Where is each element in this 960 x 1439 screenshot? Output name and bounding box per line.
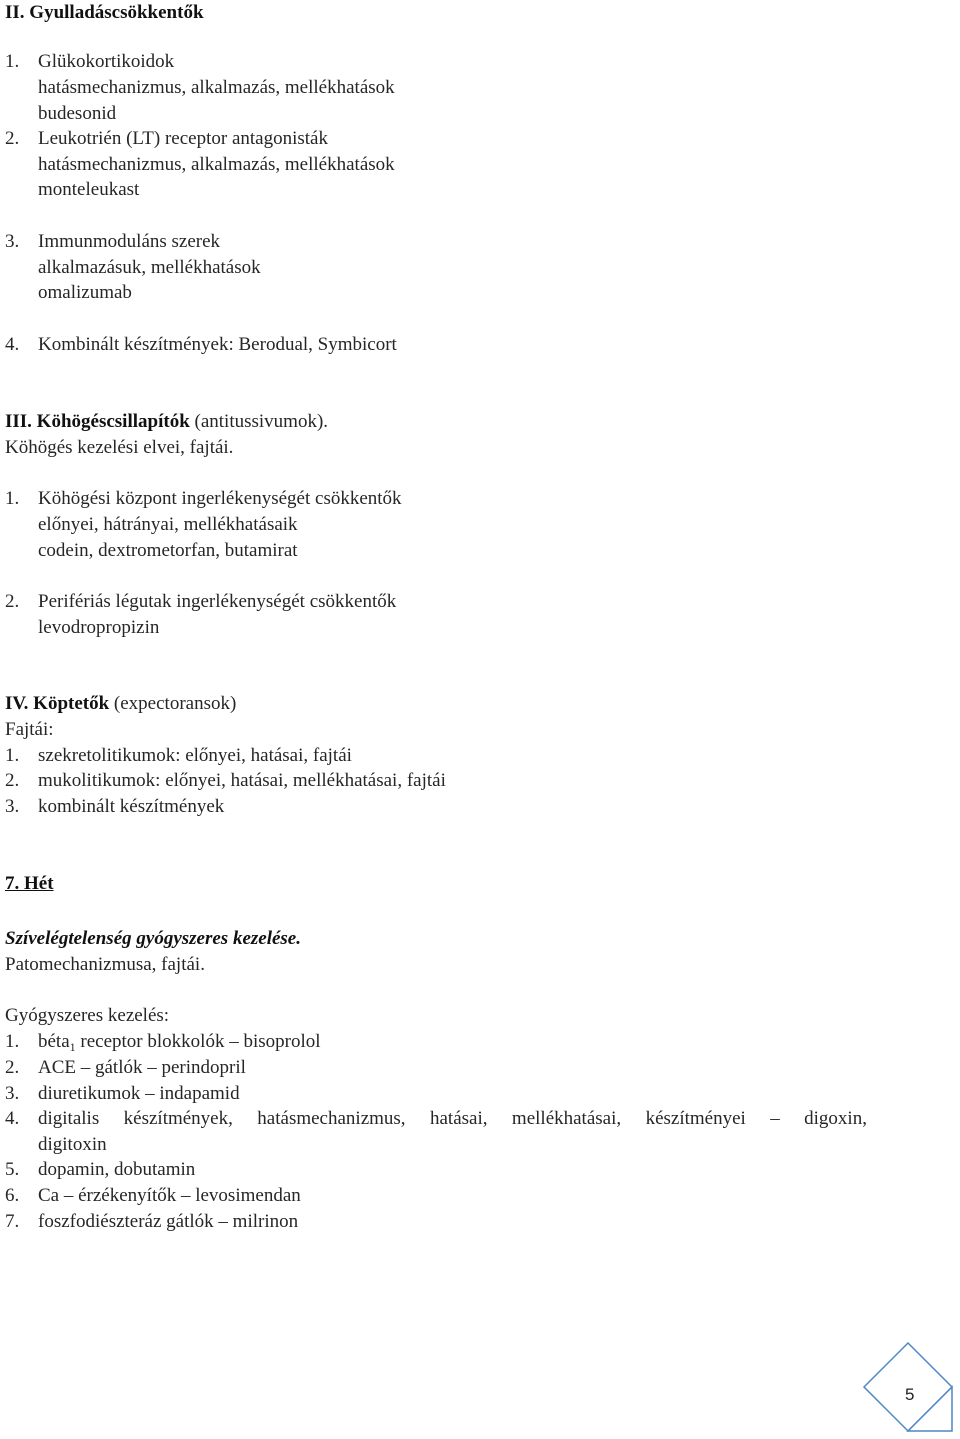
list-item (5, 743, 352, 769)
item-title: Köhögési központ ingerlékenységét csökkentők (38, 488, 402, 509)
topic-title: Szívelégtelenség gyógyszeres kezelése. (5, 928, 301, 949)
item-detail: előnyei, hátrányai, mellékhatásaik (38, 514, 298, 535)
section-subtitle: Fajtái: (5, 719, 54, 740)
list-item (5, 1183, 301, 1209)
item-number: 6. (5, 1185, 20, 1206)
item-title: Ca – érzékenyítők – levosimendan (38, 1185, 301, 1206)
page-number: 5 (905, 1385, 915, 1404)
word: digitalis (38, 1108, 100, 1129)
item-detail: monteleukast (38, 179, 140, 200)
list-item (5, 1081, 240, 1107)
list-item (5, 1029, 321, 1055)
section-heading-ii: II. Gyulladáscsökkentők (5, 2, 204, 23)
item-title-a: béta (38, 1031, 70, 1052)
list-item (5, 794, 224, 820)
item-detail: levodropropizin (38, 617, 160, 638)
subscript: 1 (69, 1040, 76, 1054)
item-detail: hatásmechanizmus, alkalmazás, mellékhatások (38, 77, 395, 98)
item-title: Immunmoduláns szerek (38, 231, 221, 252)
item-detail: omalizumab (38, 282, 132, 303)
item-title: ACE – gátlók – perindopril (38, 1057, 246, 1078)
item-number: 1. (5, 1031, 20, 1052)
heading-rest: (expectoransok) (109, 693, 237, 714)
item-detail: hatásmechanizmus, alkalmazás, mellékhatások (38, 154, 395, 175)
item-detail: digitoxin (38, 1134, 107, 1155)
heading-rest: (antitussivumok). (189, 411, 329, 432)
treatment-heading: Gyógyszeres kezelés: (5, 1005, 170, 1026)
list-item-number (5, 1106, 38, 1132)
item-title: diuretikumok – indapamid (38, 1083, 240, 1104)
list-item-justified (38, 1106, 867, 1132)
item-number: 3. (5, 796, 20, 817)
list-item (5, 1209, 298, 1235)
word: mellékhatásai, (511, 1108, 622, 1129)
topic-subtitle: Patomechanizmusa, fajtái. (5, 954, 205, 975)
item-detail: alkalmazásuk, mellékhatások (38, 257, 261, 278)
item-title: Glükokortikoidok (38, 51, 175, 72)
word: készítmények, (123, 1108, 233, 1129)
list-item (5, 229, 220, 255)
list-item (5, 768, 446, 794)
item-number: 1. (5, 745, 20, 766)
item-number: 3. (5, 231, 20, 252)
heading-bold: IV. Köptetők (5, 693, 110, 714)
list-item (5, 332, 397, 358)
item-number: 5. (5, 1159, 20, 1180)
heading-bold: III. Köhögéscsillapítók (5, 411, 190, 432)
section-subtitle: Köhögés kezelési elvei, fajtái. (5, 437, 234, 458)
list-item (5, 1157, 195, 1183)
item-title: Kombinált készítmények: Berodual, Symbicort (38, 334, 397, 355)
item-number: 2. (5, 591, 20, 612)
item-title: szekretolitikumok: előnyei, hatásai, fajtái (38, 745, 352, 766)
week-heading: 7. Hét (5, 873, 54, 894)
word: készítményei (645, 1108, 746, 1129)
item-number: 7. (5, 1211, 20, 1232)
word: hatásai, (429, 1108, 488, 1129)
item-title: Leukotrién (LT) receptor antagonisták (38, 128, 328, 149)
item-number: 4. (5, 334, 20, 355)
item-title: kombinált készítmények (38, 796, 225, 817)
list-item (5, 1055, 246, 1081)
list-item (5, 126, 328, 152)
item-number: 1. (5, 51, 20, 72)
item-detail: codein, dextrometorfan, butamirat (38, 540, 298, 561)
section-heading-iv (5, 691, 236, 717)
list-item (5, 589, 396, 615)
item-number: 2. (5, 770, 20, 791)
item-number: 1. (5, 488, 20, 509)
list-item (5, 486, 402, 512)
item-number: 3. (5, 1083, 20, 1104)
item-number: 4. (5, 1108, 20, 1129)
item-number: 2. (5, 1057, 20, 1078)
item-title-b: receptor blokkolók – bisoprolol (75, 1031, 321, 1052)
item-number: 2. (5, 128, 20, 149)
item-detail: budesonid (38, 103, 117, 124)
item-title: foszfodiészteráz gátlók – milrinon (38, 1211, 299, 1232)
section-heading-iii (5, 409, 328, 435)
word: hatásmechanizmus, (257, 1108, 406, 1129)
item-title: dopamin, dobutamin (38, 1159, 196, 1180)
word: digoxin, (804, 1108, 867, 1129)
item-title: mukolitikumok: előnyei, hatásai, mellékhatásai, fajtái (38, 770, 446, 791)
list-item (5, 49, 174, 75)
item-title: Perifériás légutak ingerlékenységét csökkentők (38, 591, 397, 612)
word: – (770, 1108, 780, 1129)
